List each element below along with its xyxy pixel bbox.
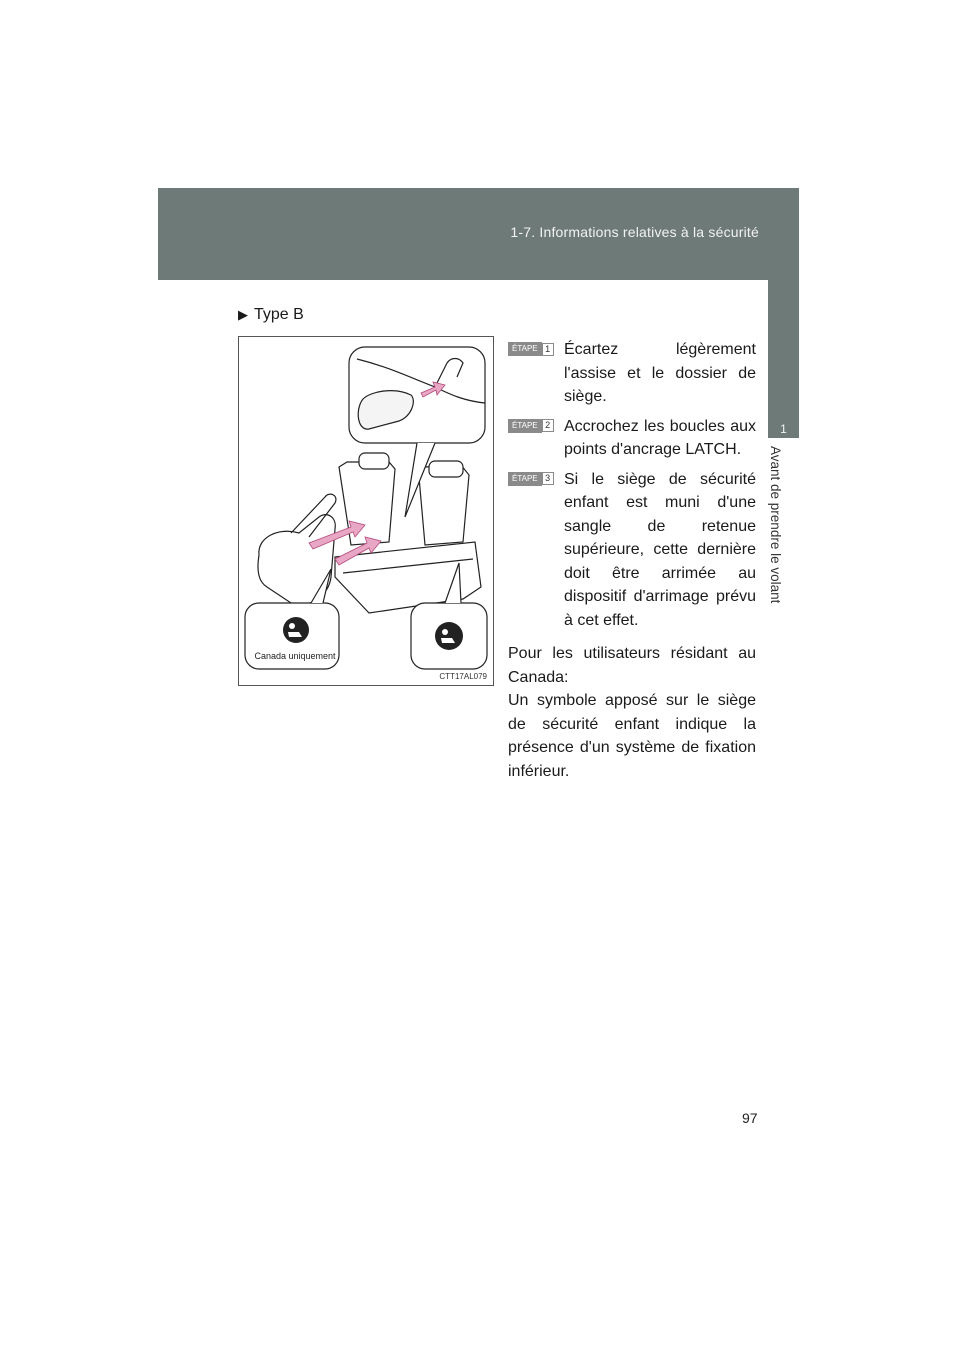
step-number: 1 <box>542 343 554 356</box>
step-badge <box>508 342 554 356</box>
header-band <box>158 188 799 280</box>
type-heading <box>238 306 304 324</box>
step-item <box>508 468 756 633</box>
chapter-tab <box>768 188 799 438</box>
step-text: Écartez légèrement l'assise et le dossier de siège. <box>564 341 756 405</box>
step-badge <box>508 419 554 433</box>
note-line-1: Pour les utilisateurs résidant au Canada: <box>508 645 756 686</box>
canada-only-label: Canada uniquement <box>254 651 336 661</box>
chapter-title-vertical <box>768 438 799 638</box>
step-list <box>508 338 756 638</box>
step-label: ÉTAPE <box>508 419 542 433</box>
step-text: Si le siège de sécurité enfant est muni d'une sangle de retenue supérieure, cette dernière doit être arrimée au dispositif d'arrimage prévu à cet effet. <box>564 470 756 629</box>
chapter-title: Avant de prendre le volant <box>768 446 783 604</box>
step-badge <box>508 472 554 486</box>
step-label: ÉTAPE <box>508 342 542 356</box>
page-number: 97 <box>742 1110 758 1126</box>
illustration-svg <box>239 337 493 685</box>
figure-code: CTT17AL079 <box>439 672 487 681</box>
step-number: 2 <box>542 419 554 432</box>
triangle-bullet-icon: ▶ <box>238 307 248 322</box>
child-seat-illustration <box>238 336 494 686</box>
chapter-number: 1 <box>780 422 787 436</box>
canada-note <box>508 642 756 783</box>
step-number: 3 <box>542 472 554 485</box>
note-line-2: Un symbole apposé sur le siège de sécurité enfant indique la présence d'un système de fixation inférieur. <box>508 692 756 780</box>
step-label: ÉTAPE <box>508 472 542 486</box>
section-title: 1-7. Informations relatives à la sécurité <box>510 224 759 240</box>
step-item <box>508 415 756 462</box>
step-text: Accrochez les boucles aux points d'ancrage LATCH. <box>564 417 756 458</box>
type-heading-text: Type B <box>254 306 304 323</box>
step-item <box>508 338 756 409</box>
